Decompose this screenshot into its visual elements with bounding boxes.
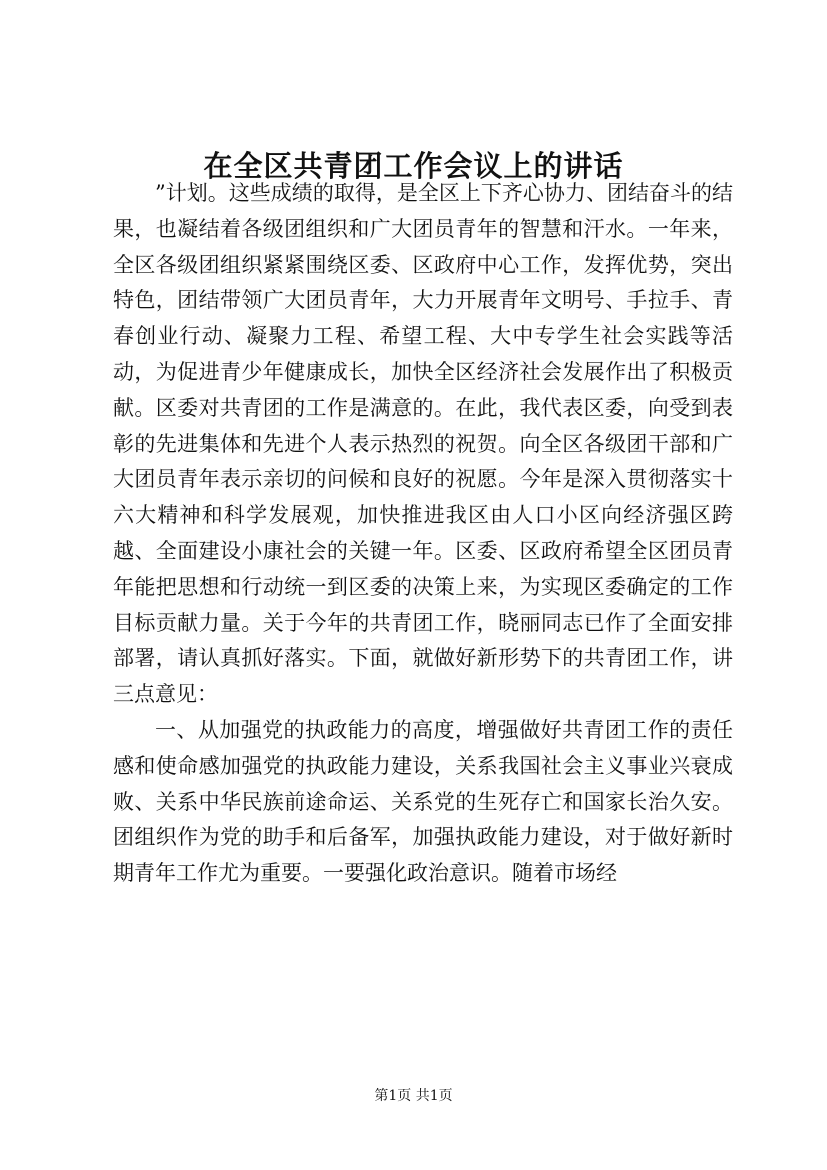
document-body xyxy=(113,176,733,892)
paragraph: ”计划。这些成绩的取得，是全区上下齐心协力、团结奋斗的结果，也凝结着各级团组织和广大团员青年的智慧和汗水。一年来，全区各级团组织紧紧围绕区委、区政府中心工作，发挥优势，突出特色，团结带领广大团员青年，大力开展青年文明号、手拉手、青春创业行动、凝聚力工程、希望工程、大中专学生社会实践等活动，为促进青少年健康成长，加快全区经济社会发展作出了积极贡献。区委对共青团的工作是满意的。在此，我代表区委，向受到表彰的先进集体和先进个人表示热烈的祝贺。向全区各级团干部和广大团员青年表示亲切的问候和良好的祝愿。今年是深入贯彻落实十六大精神和科学发展观，加快推进我区由人口小区向经济强区跨越、全面建设小康社会的关键一年。区委、区政府希望全区团员青年能把思想和行动统一到区委的决策上来，为实现区委确定的工作目标贡献力量。关于今年的共青团工作，晓丽同志已作了全面安排部署，请认真抓好落实。下面，就做好新形势下的共青团工作，讲三点意见： xyxy=(113,181,733,707)
document-title: 在全区共青团工作会议上的讲话 xyxy=(203,149,624,183)
page-footer: 第1页 共1页 xyxy=(374,1088,453,1104)
paragraph: 一、从加强党的执政能力的高度，增强做好共青团工作的责任感和使命感加强党的执政能力建设，关系我国社会主义事业兴衰成败、关系中华民族前途命运、关系党的生死存亡和国家长治久安。团组织作为党的助手和后备军，加强执政能力建设，对于做好新时期青年工作尤为重要。一要强化政治意识。随着市场经 xyxy=(113,717,733,886)
